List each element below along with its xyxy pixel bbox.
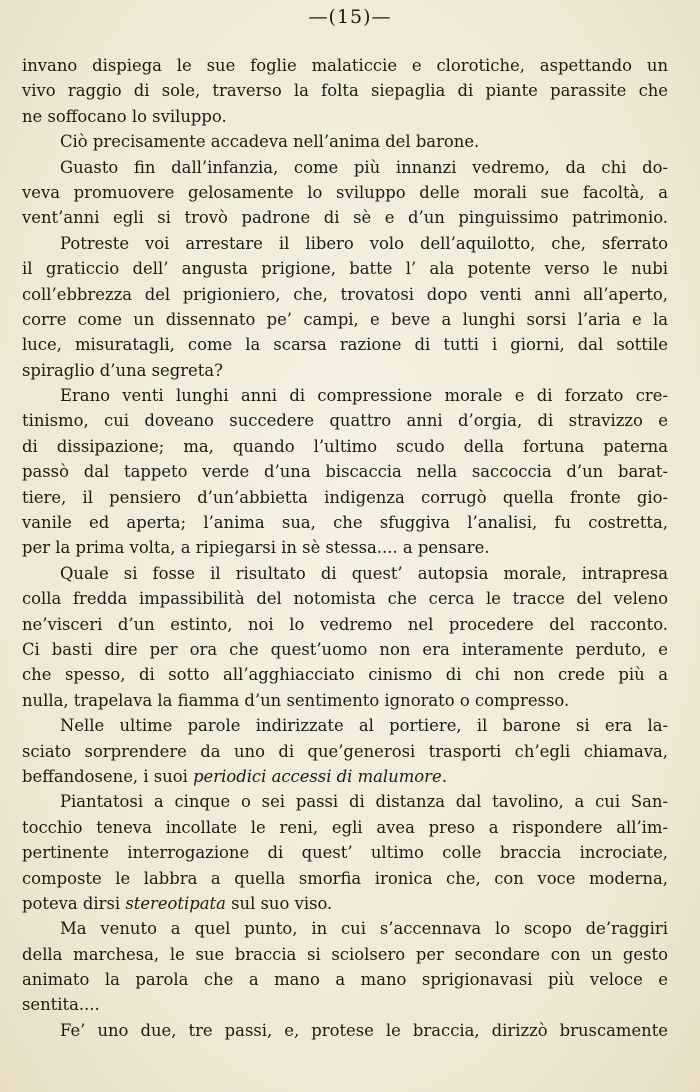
paragraph-start-line: Erano venti lunghi anni di compressione morale e di forzato cre-: [60, 386, 668, 406]
text-line: tocchio teneva incollate le reni, egli avea preso a rispondere all’im-: [22, 817, 668, 837]
text-line: di dissipazione; ma, quando l’ultimo scudo della fortuna paterna: [22, 436, 668, 456]
text-line: tinismo, cui doveano succedere quattro anni d’orgia, di stravizzo e: [22, 411, 668, 431]
text-segment: .: [441, 766, 447, 786]
paragraph-start-line: Nelle ultime parole indirizzate al portiere, il barone si era la-: [60, 716, 668, 736]
text-line: invano dispiega le sue foglie malaticcie e clorotiche, aspettando un: [22, 56, 668, 75]
text-line: ne soffocano lo sviluppo.: [22, 106, 227, 126]
text-line: vanile ed aperta; l’anima sua, che sfuggiva l’analisi, fu costretta,: [22, 513, 668, 533]
paragraph-start-line: Guasto fin dall’infanzia, come più innanzi vedremo, da chi do-: [60, 157, 668, 177]
italic-phrase: periodici accessi di malumore: [193, 766, 442, 786]
text-line: il graticcio dell’ angusta prigione, batte l’ ala potente verso le nubi: [22, 259, 668, 279]
text-line: della marchesa, le sue braccia si sciolsero per secondare con un gesto: [22, 944, 668, 964]
text-line: vivo raggio di sole, traverso la folta siepaglia di piante parassite che: [22, 81, 668, 101]
text-line-with-italic: [22, 764, 668, 789]
text-line: animato la parola che a mano a mano sprigionavasi più veloce e: [22, 970, 668, 990]
text-line: passò dal tappeto verde d’una biscaccia nella saccoccia d’un barat-: [22, 462, 668, 482]
text-segment: beffandosene, i suoi: [22, 766, 194, 786]
text-line: tiere, il pensiero d’un’abbietta indigenza corrugò quella fronte gio-: [22, 487, 668, 507]
text-line: sciato sorprendere da uno di que’generosi trasporti ch’egli chiamava,: [22, 741, 668, 761]
paragraph-start-line: Ma venuto a quel punto, in cui s’accennava lo scopo de’raggiri: [60, 919, 668, 939]
text-segment: sul suo viso.: [225, 893, 333, 913]
text-line: per la prima volta, a ripiegarsi in sè stessa.... a pensare.: [22, 538, 490, 558]
text-line: pertinente interrogazione di quest’ ultimo colle braccia incrociate,: [22, 843, 668, 863]
text-line: nulla, trapelava la fiamma d’un sentimento ignorato o compresso.: [22, 690, 570, 710]
text-line-with-italic: [22, 891, 668, 916]
text-line: colla fredda impassibilità del notomista che cerca le tracce del veleno: [22, 589, 668, 609]
paragraph-start-line: Quale si fosse il risultato di quest’ autopsia morale, intrapresa: [60, 563, 668, 583]
text-line: che spesso, di sotto all’agghiacciato cinismo di chi non crede più a: [22, 665, 668, 685]
text-line: ne’visceri d’un estinto, noi lo vedremo nel procedere del racconto.: [22, 614, 668, 634]
text-line: spiraglio d’una segreta?: [22, 360, 223, 380]
text-line: coll’ebbrezza del prigioniero, che, trovatosi dopo venti anni all’aperto,: [22, 284, 668, 304]
text-line: corre come un dissennato pe’ campi, e beve a lunghi sorsi l’aria e la: [22, 309, 668, 329]
text-line: veva promuovere gelosamente lo sviluppo delle morali sue facoltà, a: [22, 182, 668, 202]
text-line: sentita....: [22, 995, 100, 1015]
text-segment: poteva dirsi: [22, 893, 126, 913]
text-line: composte le labbra a quella smorfia ironica che, con voce moderna,: [22, 868, 668, 888]
text-line: luce, misuratagli, come la scarsa razione di tutti i giorni, dal sottile: [22, 335, 668, 355]
text-line: vent’anni egli si trovò padrone di sè e d’un pinguissimo patrimonio.: [22, 208, 668, 228]
page-number: —(15)—: [308, 6, 392, 28]
body-text: [22, 53, 668, 1043]
paragraph-start-line: Ciò precisamente accadeva nell’anima del barone.: [60, 132, 480, 152]
italic-phrase: stereotipata: [125, 893, 226, 913]
paragraph-start-line: Piantatosi a cinque o sei passi di distanza dal tavolino, a cui San-: [60, 792, 668, 812]
text-line: Ci basti dire per ora che quest’uomo non era interamente perduto, e: [22, 639, 668, 659]
paragraph-start-line: Fe’ uno due, tre passi, e, protese le braccia, dirizzò bruscamente: [60, 1020, 668, 1040]
paragraph-start-line: Potreste voi arrestare il libero volo dell’aquilotto, che, sferrato: [60, 233, 668, 253]
